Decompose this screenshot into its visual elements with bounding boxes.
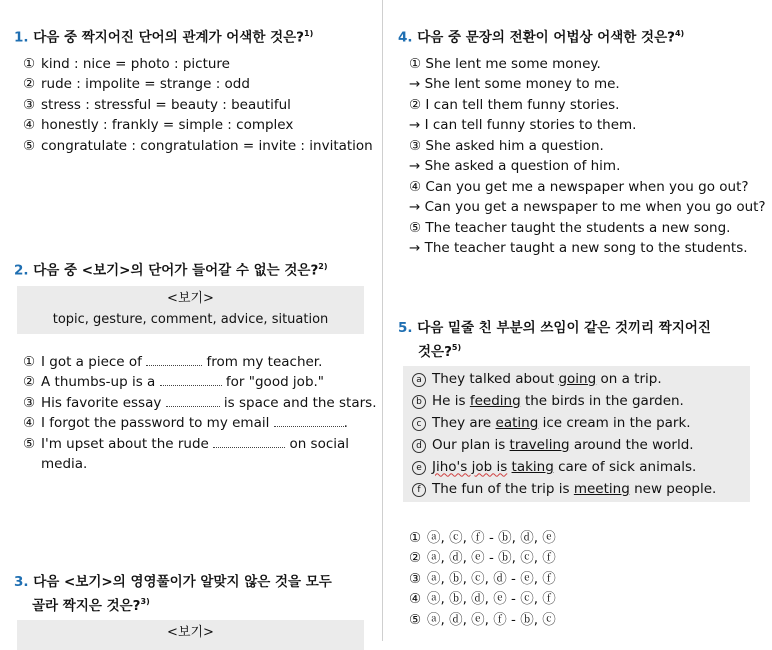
- sentence: f The fun of the trip is meeting new people.: [412, 478, 750, 500]
- option[interactable]: ③ His favorite essay is space and the stars.: [23, 394, 377, 411]
- example-box-words: topic, gesture, comment, advice, situation: [52, 311, 329, 327]
- question-text-continued: 것은?: [418, 343, 452, 360]
- option-continuation: media.: [41, 456, 88, 472]
- question-number: 4.: [398, 29, 413, 46]
- option[interactable]: ④ Can you get me a newspaper when you go out?: [409, 178, 749, 195]
- option[interactable]: ① kind : nice = photo : picture: [23, 55, 230, 72]
- sentence: b He is feeding the birds in the garden.: [412, 390, 750, 412]
- question-text: 다음 중 <보기>의 단어가 들어갈 수 없는 것은?: [33, 262, 319, 279]
- sentence: c They are eating ice cream in the park.: [412, 412, 750, 434]
- question-number: 5.: [398, 320, 413, 336]
- option[interactable]: ⑤ I'm upset about the rude on social: [23, 435, 350, 452]
- question-3: [14, 573, 370, 650]
- question-5-title: [398, 319, 758, 362]
- question-4-title: [398, 24, 758, 48]
- option[interactable]: ② A thumbs-up is a for "good job.": [23, 374, 325, 390]
- option[interactable]: ② rude : impolite = strange : odd: [23, 76, 250, 92]
- question-4: [398, 24, 766, 259]
- example-box-heading: <보기>: [167, 290, 214, 306]
- question-2: [14, 257, 377, 475]
- question-5: [398, 319, 758, 630]
- option[interactable]: ① She lent me some money.: [409, 55, 601, 72]
- question-number: 3.: [14, 574, 29, 590]
- sentence: e Jiho's job is taking care of sick animals.: [412, 456, 750, 478]
- footnote-ref: 1): [304, 29, 314, 38]
- answer-option[interactable]: ① ⓐ, ⓒ, ⓕ - ⓑ, ⓓ, ⓔ: [409, 529, 556, 546]
- answer-option[interactable]: ③ ⓐ, ⓑ, ⓒ, ⓓ - ⓔ, ⓕ: [409, 570, 556, 587]
- question-text-continued: 골라 짝지은 것은?: [32, 597, 141, 614]
- question-number: 2.: [14, 262, 29, 279]
- answer-option[interactable]: ② ⓐ, ⓓ, ⓔ - ⓑ, ⓒ, ⓕ: [409, 550, 556, 566]
- question-1: [14, 24, 373, 156]
- column-divider: [382, 0, 383, 641]
- option-converted: → The teacher taught a new song to the students.: [409, 240, 748, 256]
- question-text: 다음 중 문장의 전환이 어법상 어색한 것은?: [417, 29, 675, 46]
- option-converted: → She asked a question of him.: [409, 158, 621, 174]
- answer-option[interactable]: ④ ⓐ, ⓑ, ⓓ, ⓔ - ⓒ, ⓕ: [409, 591, 556, 607]
- option[interactable]: ⑤ congratulate : congratulation = invite : invitation: [23, 137, 373, 154]
- footnote-ref: 4): [674, 29, 685, 38]
- example-box: [17, 620, 364, 650]
- footnote-ref: 5): [451, 343, 462, 352]
- answer-option[interactable]: ⑤ ⓐ, ⓓ, ⓔ, ⓕ - ⓑ, ⓒ: [409, 611, 556, 628]
- footnote-ref: 2): [318, 262, 328, 271]
- option[interactable]: ④ honestly : frankly = simple : complex: [23, 117, 294, 133]
- question-text: 다음 중 짝지어진 단어의 관계가 어색한 것은?: [33, 29, 305, 46]
- sentence: d Our plan is traveling around the world.: [412, 434, 750, 456]
- option-converted: → She lent some money to me.: [409, 76, 620, 92]
- option[interactable]: ⑤ The teacher taught the students a new song.: [409, 219, 731, 236]
- option[interactable]: ③ She asked him a question.: [409, 137, 604, 154]
- option[interactable]: ④ I forgot the password to my email .: [23, 415, 348, 431]
- option[interactable]: ③ stress : stressful = beauty : beautiful: [23, 96, 291, 113]
- example-box-heading: <보기>: [167, 624, 214, 640]
- question-text: 다음 밑줄 친 부분의 쓰임이 같은 것끼리 짝지어진: [417, 320, 711, 336]
- question-3-title: [14, 573, 370, 616]
- footnote-ref: 3): [140, 597, 150, 606]
- option[interactable]: ① I got a piece of from my teacher.: [23, 353, 323, 370]
- sentence-box: [403, 366, 750, 502]
- example-box: [17, 286, 364, 334]
- option[interactable]: ② I can tell them funny stories.: [409, 96, 620, 113]
- question-1-title: [14, 24, 370, 48]
- question-2-title: [14, 257, 370, 281]
- question-number: 1.: [14, 29, 29, 46]
- option-converted: → Can you get a newspaper to me when you go out?: [409, 199, 766, 215]
- question-text: 다음 <보기>의 영영풀이가 알맞지 않은 것을 모두: [33, 574, 332, 590]
- sentence: a They talked about going on a trip.: [412, 368, 750, 390]
- option-converted: → I can tell funny stories to them.: [409, 117, 637, 133]
